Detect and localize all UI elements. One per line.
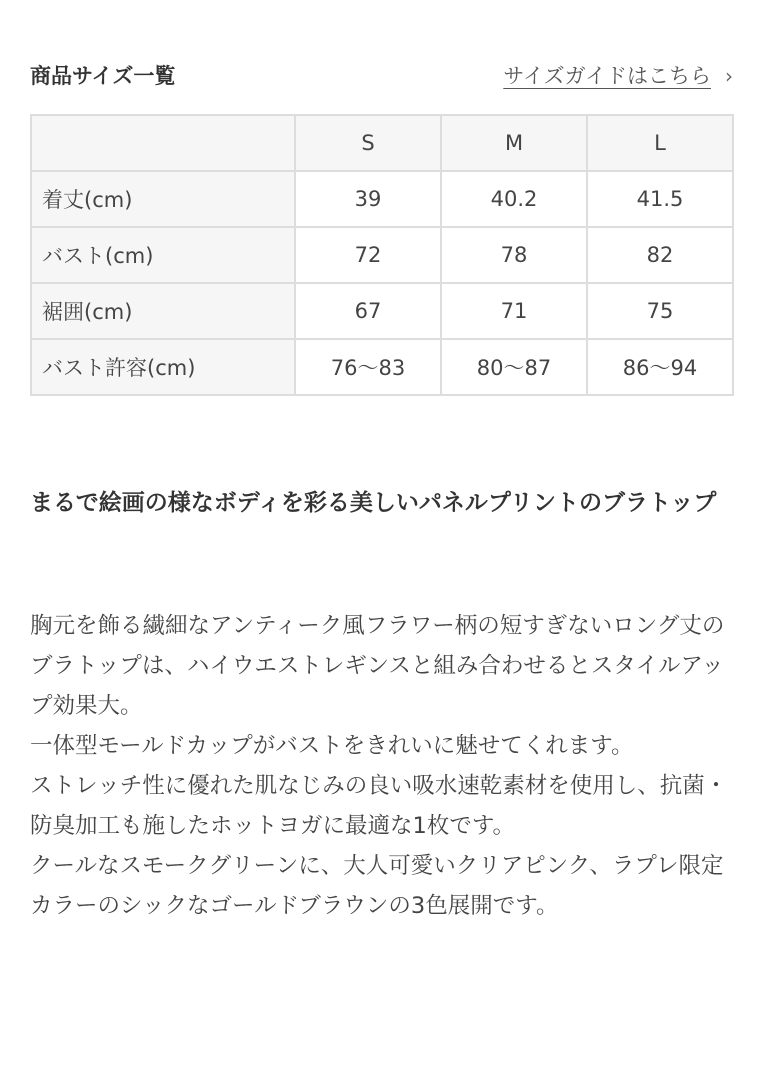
table-cell: 40.2 bbox=[441, 171, 587, 227]
row-label-bust-range: バスト許容(cm) bbox=[31, 339, 295, 395]
chevron-right-icon: › bbox=[725, 64, 733, 88]
header-empty-cell bbox=[31, 115, 295, 171]
table-cell: 82 bbox=[587, 227, 733, 283]
description-paragraph: ストレッチ性に優れた肌なじみの良い吸水速乾素材を使用し、抗菌・防臭加工も施したホットヨガに最適な1枚です。 bbox=[30, 773, 728, 839]
table-cell: 39 bbox=[295, 171, 441, 227]
table-row bbox=[31, 171, 733, 227]
header-size-m: M bbox=[441, 115, 587, 171]
description-heading: まるで絵画の様なボディを彩る美しいパネルプリントのブラトップ bbox=[30, 490, 717, 516]
size-guide-link[interactable] bbox=[503, 56, 733, 96]
description-paragraph: 胸元を飾る繊細なアンティーク風フラワー柄の短すぎないロング丈のブラトップは、ハイウエストレギンスと組み合わせるとスタイルアップ効果大。 bbox=[30, 613, 725, 719]
description-body bbox=[30, 606, 732, 926]
table-cell: 41.5 bbox=[587, 171, 733, 227]
table-cell: 75 bbox=[587, 283, 733, 339]
row-label-bust: バスト(cm) bbox=[31, 227, 295, 283]
size-section-header bbox=[30, 56, 733, 96]
header-size-s: S bbox=[295, 115, 441, 171]
table-cell: 71 bbox=[441, 283, 587, 339]
table-row bbox=[31, 339, 733, 395]
size-guide-link-label[interactable]: サイズガイドはこちら bbox=[503, 64, 711, 88]
table-row bbox=[31, 283, 733, 339]
size-list-title: 商品サイズ一覧 bbox=[30, 64, 176, 88]
table-cell: 80〜87 bbox=[441, 339, 587, 395]
size-table bbox=[30, 114, 734, 396]
header-size-l: L bbox=[587, 115, 733, 171]
table-cell: 86〜94 bbox=[587, 339, 733, 395]
table-cell: 76〜83 bbox=[295, 339, 441, 395]
description-paragraph: クールなスモークグリーンに、大人可愛いクリアピンク、ラプレ限定カラーのシックなゴールドブラウンの3色展開です。 bbox=[30, 853, 724, 919]
table-cell: 67 bbox=[295, 283, 441, 339]
table-row bbox=[31, 227, 733, 283]
size-table-header-row bbox=[31, 115, 733, 171]
description-paragraph: 一体型モールドカップがバストをきれいに魅せてくれます。 bbox=[30, 733, 634, 759]
table-cell: 78 bbox=[441, 227, 587, 283]
row-label-length: 着丈(cm) bbox=[31, 171, 295, 227]
table-cell: 72 bbox=[295, 227, 441, 283]
row-label-hem: 裾囲(cm) bbox=[31, 283, 295, 339]
